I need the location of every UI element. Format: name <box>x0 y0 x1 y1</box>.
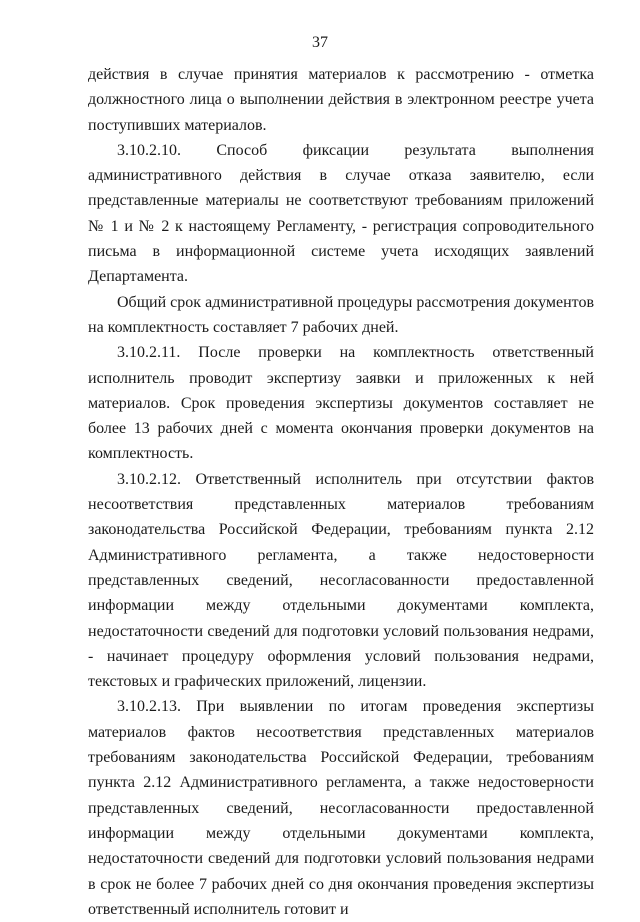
paragraph-total-term: Общий срок административной процедуры рассмотрения документов на комплектность составляет 7 рабочих дней. <box>88 293 594 336</box>
paragraph-3-10-2-10: 3.10.2.10. Способ фиксации результата выполнения административного действия в случае отказа заявителю, если представленные материалы не соответствуют требованиям приложений № 1 и № 2 к настоящему Регламенту, - регистрация сопроводительного письма в информационной системе учета исходящих заявлений Департамента. <box>88 141 594 286</box>
paragraph-3-10-2-13: 3.10.2.13. При выявлении по итогам проведения экспертизы материалов фактов несоответствия представленных материалов требованиям законодательства Российской Федерации, требованиям пункта 2.12 Административного регламента, а также недостоверности представленных сведений, несогласованности предоставленной информации между отдельными документами комплекта, недостаточности сведений для подготовки условий пользования недрами в срок не более 7 рабочих дней со дня окончания проведения экспертизы ответственный исполнитель готовит и <box>88 698 594 918</box>
page-number: 37 <box>312 34 328 51</box>
paragraph-3-10-2-11: 3.10.2.11. После проверки на комплектность ответственный исполнитель проводит экспертизу заявки и приложенных к ней материалов. Срок проведения экспертизы документов составляет не более 13 рабочих дней с момента окончания проверки документов на комплектность. <box>88 344 594 463</box>
paragraph-3-10-2-12: 3.10.2.12. Ответственный исполнитель при отсутствии фактов несоответствия представленных материалов требованиям законодательства Российской Федерации, требованиям пункта 2.12 Административного регламента, а также недостоверности представленных сведений, несогласованности предоставленной информации между отдельными документами комплекта, недостаточности сведений для подготовки условий пользования недрами, - начинает процедуру оформления условий пользования недрами, текстовых и графических приложений, лицензии. <box>88 470 594 691</box>
paragraph-continuation: действия в случае принятия материалов к рассмотрению - отметка должностного лица о выполнении действия в электронном реестре учета поступивших материалов. <box>88 66 594 134</box>
document-body <box>88 62 594 922</box>
